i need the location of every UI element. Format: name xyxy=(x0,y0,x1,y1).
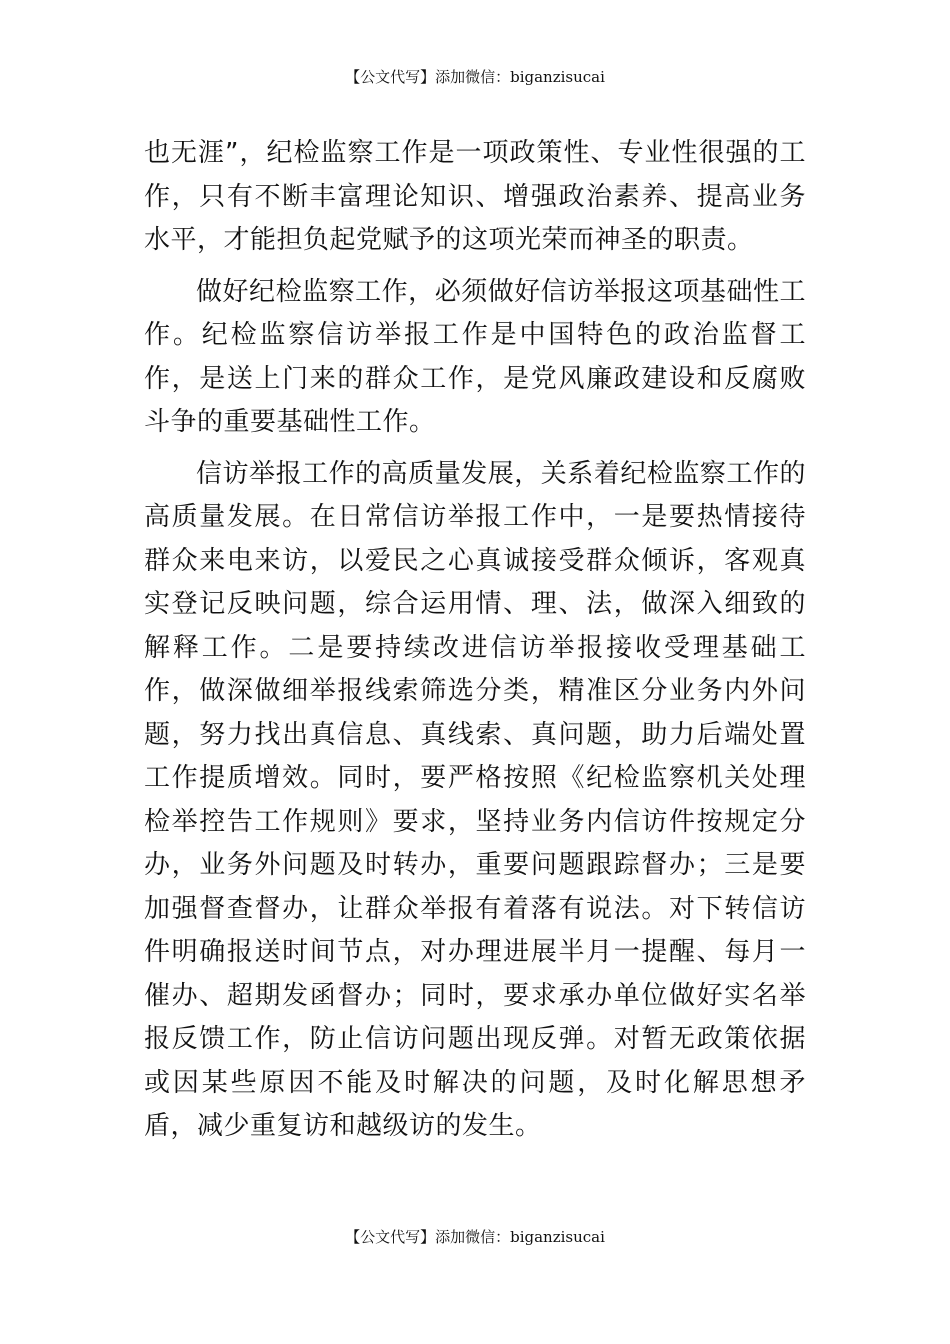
page-header-watermark: 【公文代写】添加微信：biganzisucai xyxy=(345,68,605,86)
paragraph-2: 做好纪检监察工作，必须做好信访举报这项基础性工作。纪检监察信访举报工作是中国特色的政治监督工作，是送上门来的群众工作，是党风廉政建设和反腐败斗争的重要基础性工作。 xyxy=(144,276,806,437)
paragraph-3: 信访举报工作的高质量发展，关系着纪检监察工作的高质量发展。在日常信访举报工作中，一是要热情接待群众来电来访，以爱民之心真诚接受群众倾诉，客观真实登记反映问题，综合运用情、理、法，做深入细致的解释工作。二是要持续改进信访举报接收受理基础工作，做深做细举报线索筛选分类，精准区分业务内外问题，努力找出真信息、真线索、真问题，助力后端处置工作提质增效。同时，要严格按照《纪检监察机关处理检举控告工作规则》要求，坚持业务内信访件按规定分办，业务外问题及时转办，重要问题跟踪督办；三是要加强督查督办，让群众举报有着落有说法。对下转信访件明确报送时间节点，对办理进展半月一提醒、每月一催办、超期发函督办；同时，要求承办单位做好实名举报反馈工作，防止信访问题出现反弹。对暂无政策依据或因某些原因不能及时解决的问题，及时化解思想矛盾，减少重复访和越级访的发生。 xyxy=(144,458,806,1141)
document-body xyxy=(144,132,806,1149)
paragraph-1: 也无涯”，纪检监察工作是一项政策性、专业性很强的工作，只有不断丰富理论知识、增强政治素养、提高业务水平，才能担负起党赋予的这项光荣而神圣的职责。 xyxy=(144,138,806,255)
page-footer-watermark: 【公文代写】添加微信：biganzisucai xyxy=(345,1228,605,1246)
